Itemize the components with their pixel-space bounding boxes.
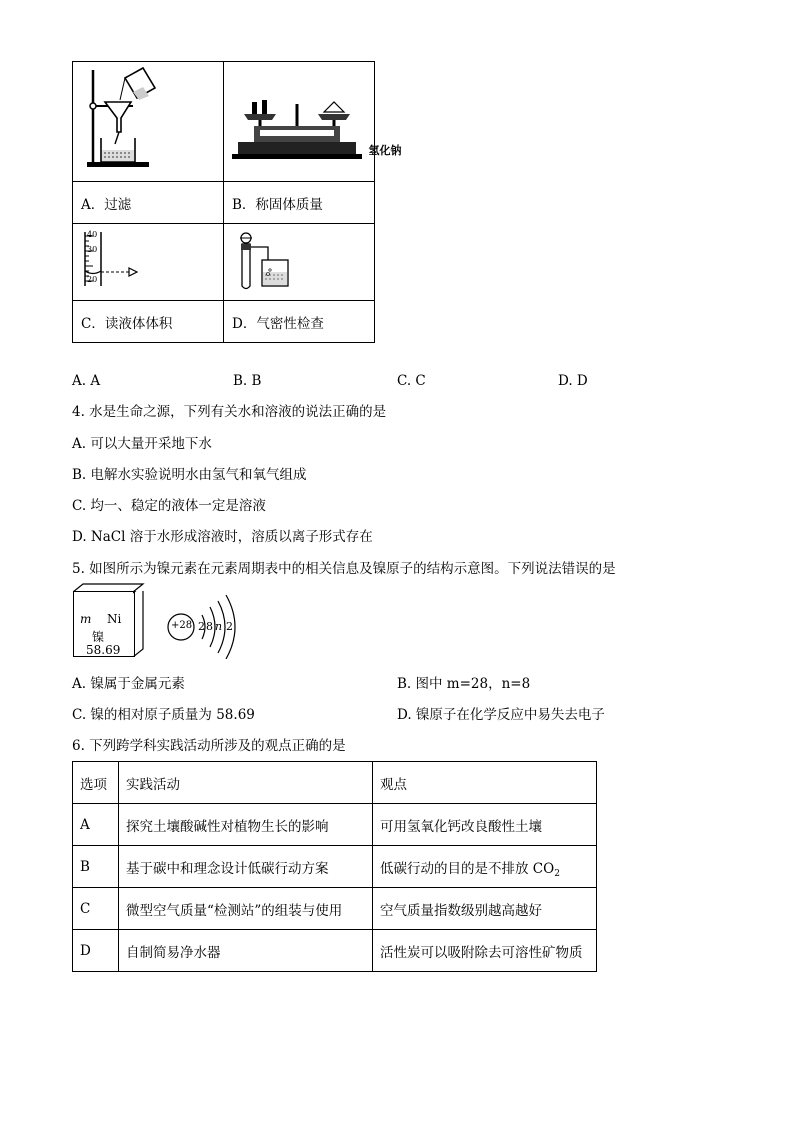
- filtration-apparatus-icon: [73, 62, 223, 177]
- table-header-row: [73, 762, 597, 804]
- shell-2-electrons: 8: [206, 620, 213, 633]
- q5-option-b: B. 图中 m=28，n=8: [397, 676, 531, 692]
- row-activity: 基于碳中和理念设计低碳行动方案: [119, 846, 373, 888]
- shell-4-electrons: 2: [226, 620, 233, 633]
- option-b-caption: B．称固体质量: [224, 182, 375, 224]
- q4-option-d: D. NaCl 溶于水形成溶液时，溶质以离子形式存在: [72, 529, 373, 545]
- row-option: B: [73, 846, 119, 888]
- element-symbol: Ni: [107, 612, 122, 626]
- nucleus-charge: +28: [171, 620, 193, 631]
- q3-option-a: A. A: [72, 373, 101, 389]
- row-view: [373, 888, 597, 930]
- view-text: 低碳行动的目的是不排放 CO: [380, 860, 555, 877]
- sample-label: 氢化钠: [368, 143, 402, 157]
- header-activity: 实践活动: [119, 762, 373, 804]
- airtightness-check-icon: [224, 224, 374, 296]
- row-view: [373, 930, 597, 972]
- row-view: [373, 804, 597, 846]
- atomic-number: m: [80, 612, 92, 626]
- tick-20: 20: [87, 275, 98, 284]
- option-a-caption: A．过滤: [73, 182, 224, 224]
- co2-subscript: 2: [554, 868, 560, 879]
- q5-option-a: A. 镍属于金属元素: [72, 676, 185, 692]
- atomic-mass: 58.69: [86, 643, 121, 657]
- q4-option-c: C. 均一、稳定的液体一定是溶液: [72, 498, 266, 514]
- row-activity: 自制简易净水器: [119, 930, 373, 972]
- shell-3-electrons: n: [215, 620, 223, 633]
- table-row: [73, 804, 597, 846]
- q5-option-d: D. 镍原子在化学反应中易失去电子: [397, 707, 605, 723]
- q5-option-c: C. 镍的相对原子质量为 58.69: [72, 707, 255, 723]
- q4-stem: 4. 水是生命之源，下列有关水和溶液的说法正确的是: [72, 404, 387, 420]
- header-option: 选项: [73, 762, 119, 804]
- airtight-check-cell: [224, 224, 375, 301]
- q4-option-b: B. 电解水实验说明水由氢气和氧气组成: [72, 467, 307, 483]
- filtration-cell: [73, 62, 224, 182]
- row-view: [373, 846, 597, 888]
- q6-table: [72, 761, 597, 972]
- weighing-cell: [224, 62, 402, 182]
- header-view: 观点: [373, 762, 597, 804]
- q6-stem: 6. 下列跨学科实践活动所涉及的观点正确的是: [72, 738, 346, 754]
- periodic-element-cell: [73, 591, 135, 657]
- view-text: 可用氢氧化钙改良酸性土壤: [380, 818, 542, 835]
- cube-top-icon: [73, 583, 145, 593]
- table-row: [73, 930, 597, 972]
- tick-40: 40: [87, 230, 98, 239]
- q3-options-table: [72, 61, 402, 343]
- cylinder-cell: [73, 224, 224, 301]
- row-activity: 探究土壤酸碱性对植物生长的影响: [119, 804, 373, 846]
- shell-1-electrons: 2: [198, 620, 205, 633]
- q4-option-a: A. 可以大量开采地下水: [72, 436, 212, 452]
- view-text: 活性炭可以吸附除去可溶性矿物质: [380, 944, 583, 961]
- table-row: [73, 888, 597, 930]
- q5-stem: 5. 如图所示为镍元素在元素周期表中的相关信息及镍原子的结构示意图。下列说法错误的是: [72, 561, 616, 577]
- tick-30: 30: [87, 245, 98, 254]
- q3-option-d: D. D: [558, 373, 588, 389]
- view-text: 空气质量指数级别越高越好: [380, 902, 542, 919]
- cube-side-icon: [133, 591, 145, 657]
- q3-option-b: B. B: [233, 373, 262, 389]
- option-d-caption: D．气密性检查: [224, 301, 375, 343]
- row-option: A: [73, 804, 119, 846]
- balance-scale-icon: [224, 62, 374, 177]
- option-c-caption: C．读液体体积: [73, 301, 224, 343]
- element-name: 镍: [92, 630, 105, 644]
- table-row: [73, 846, 597, 888]
- row-option: D: [73, 930, 119, 972]
- row-option: C: [73, 888, 119, 930]
- row-activity: 微型空气质量“检测站”的组装与使用: [119, 888, 373, 930]
- q3-option-c: C. C: [397, 373, 426, 389]
